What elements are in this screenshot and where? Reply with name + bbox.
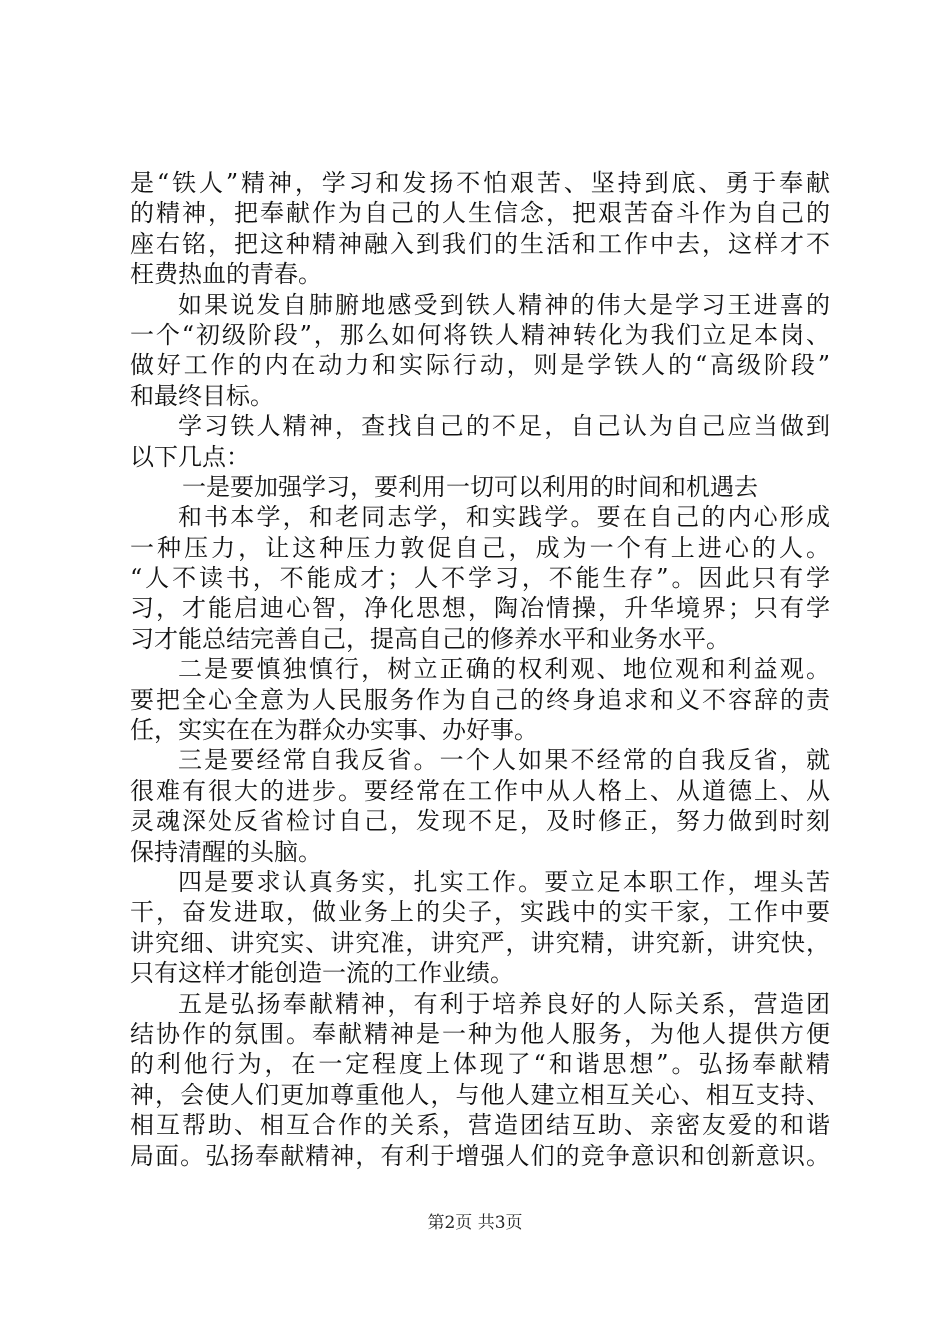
text-line: 一个“初级阶段”，那么如何将铁人精神转化为我们立足本岗、 bbox=[130, 320, 830, 349]
page-number-footer: 第2页 共3页 bbox=[427, 1213, 523, 1233]
text-line: “人不读书，不能成才；人不学习，不能生存”。因此只有学 bbox=[130, 564, 830, 593]
text-line: 如果说发自肺腑地感受到铁人精神的伟大是学习王进喜的 bbox=[178, 290, 830, 319]
text-line: 神，会使人们更加尊重他人，与他人建立相互关心、相互支持、 bbox=[130, 1080, 830, 1109]
text-line: 和书本学，和老同志学，和实践学。要在自己的内心形成 bbox=[178, 503, 830, 532]
text-line: 相互帮助、相互合作的关系，营造团结互助、亲密友爱的和谐 bbox=[130, 1111, 830, 1140]
text-line: 局面。弘扬奉献精神，有利于增强人们的竞争意识和创新意识。 bbox=[130, 1141, 830, 1170]
text-line: 干，奋发进取，做业务上的尖子，实践中的实干家，工作中要 bbox=[130, 898, 830, 927]
text-line: 座右铭，把这种精神融入到我们的生活和工作中去，这样才不 bbox=[130, 229, 830, 258]
text-line: 只有这样才能创造一流的工作业绩。 bbox=[130, 959, 514, 988]
text-line: 很难有很大的进步。要经常在工作中从人格上、从道德上、从 bbox=[130, 776, 830, 805]
text-line: 以下几点： bbox=[130, 442, 250, 471]
text-line: 要把全心全意为人民服务作为自己的终身追求和义不容辞的责 bbox=[130, 685, 830, 714]
text-line: 三是要经常自我反省。一个人如果不经常的自我反省，就 bbox=[178, 746, 830, 775]
text-line: 保持清醒的头脑。 bbox=[130, 837, 322, 866]
text-line: 枉费热血的青春。 bbox=[130, 260, 322, 289]
document-body bbox=[130, 168, 830, 1171]
text-line: 结协作的氛围。奉献精神是一种为他人服务，为他人提供方便 bbox=[130, 1019, 830, 1048]
text-line: 学习铁人精神，查找自己的不足，自己认为自己应当做到 bbox=[178, 412, 830, 441]
text-line: 习才能总结完善自己，提高自己的修养水平和业务水平。 bbox=[130, 624, 730, 653]
text-line: 五是弘扬奉献精神，有利于培养良好的人际关系，营造团 bbox=[178, 989, 830, 1018]
text-line: 四是要求认真务实，扎实工作。要立足本职工作，埋头苦 bbox=[178, 867, 830, 896]
text-line: 是“铁人”精神，学习和发扬不怕艰苦、坚持到底、勇于奉献 bbox=[130, 169, 830, 197]
text-line: 灵魂深处反省检讨自己，发现不足，及时修正，努力做到时刻 bbox=[130, 807, 830, 836]
text-line: 的精神，把奉献作为自己的人生信念，把艰苦奋斗作为自己的 bbox=[130, 199, 830, 228]
text-line: 一种压力，让这种压力敦促自己，成为一个有上进心的人。 bbox=[130, 533, 830, 562]
text-line: 习，才能启迪心智，净化思想，陶冶情操，升华境界；只有学 bbox=[130, 594, 830, 623]
text-line: 和最终目标。 bbox=[130, 381, 274, 410]
text-line: 的利他行为，在一定程度上体现了“和谐思想”。弘扬奉献精 bbox=[130, 1050, 830, 1079]
text-line: 一是要加强学习，要利用一切可以利用的时间和机遇去 bbox=[182, 472, 758, 501]
text-line: 任，实实在在为群众办实事、办好事。 bbox=[130, 716, 538, 745]
text-line: 做好工作的内在动力和实际行动，则是学铁人的“高级阶段” bbox=[130, 351, 830, 380]
text-line: 二是要慎独慎行，树立正确的权利观、地位观和利益观。 bbox=[178, 655, 830, 684]
text-line: 讲究细、讲究实、讲究准，讲究严，讲究精，讲究新，讲究快， bbox=[130, 928, 830, 957]
